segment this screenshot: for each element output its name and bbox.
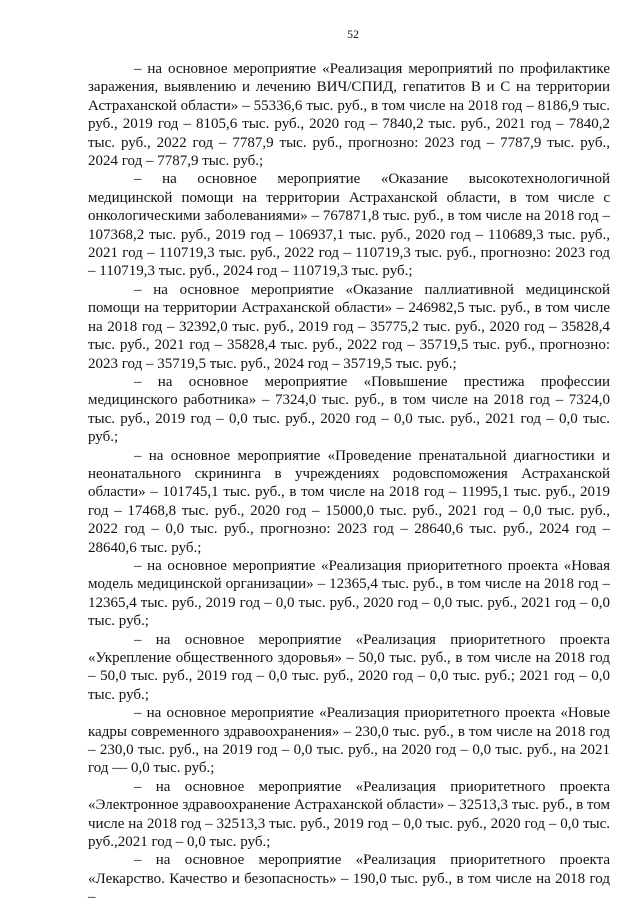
paragraph-palliative-care: – на основное мероприятие «Оказание паллиативной медицинской помощи на территории Астраханской области» – 246982,5 тыс. руб., в том числе на 2018 год – 32392,0 тыс. руб., 2019 год – 35775,2 тыс. руб., 2020 год – 35828,4 тыс. руб., 2021 год – 35828,4 тыс. руб., 2022 год – 35719,5 тыс. руб., прогнозно: 2023 год – 35719,5 тыс. руб., 2024 год – 35719,5 тыс. руб.;: [88, 281, 610, 372]
paragraph-prenatal-diagnostics: – на основное мероприятие «Проведение пренатальной диагностики и неонатального скрининга в учреждениях родовспоможения Астраханской области» – 101745,1 тыс. руб., в том числе на 2018 год – 11995,1 тыс. руб., 2019 год – 17468,8 тыс. руб., 2020 год – 15000,0 тыс. руб., 2021 год – 0,0 тыс. руб., 2022 год – 0,0 тыс. руб., прогнозно: 2023 год – 28640,6 тыс. руб., 2024 год – 28640,6 тыс. руб.;: [88, 447, 610, 556]
document-page: [88, 26, 610, 907]
paragraph-new-staff: – на основное мероприятие «Реализация приоритетного проекта «Новые кадры современного здравоохранения» – 230,0 тыс. руб., в том числе на 2018 год – 230,0 тыс. руб., на 2019 год – 0,0 тыс. руб., на 2020 год – 0,0 тыс. руб., на 2021 год — 0,0 тыс. руб.;: [88, 705, 610, 777]
paragraph-public-health: – на основное мероприятие «Реализация приоритетного проекта «Укрепление общественного здоровья» – 50,0 тыс. руб., в том числе на 2018 год – 50,0 тыс. руб., 2019 год – 0,0 тыс. руб., 2020 год – 0,0 тыс. руб.; 2021 год – 0,0 тыс. руб.;: [88, 631, 610, 703]
paragraph-new-model: – на основное мероприятие «Реализация приоритетного проекта «Новая модель медицинской организации» – 12365,4 тыс. руб., в том числе на 2018 год – 12365,4 тыс. руб., 2019 год – 0,0 тыс. руб., 2020 год – 0,0 тыс. руб., 2021 год – 0,0 тыс. руб.;: [88, 557, 610, 630]
paragraph-medicines-quality: – на основное мероприятие «Реализация приоритетного проекта «Лекарство. Качество и безопасность» – 190,0 тыс. руб., в том числе на 2018 год –: [88, 852, 610, 906]
paragraph-hiv-prevention: – на основное мероприятие «Реализация мероприятий по профилактике заражения, выявлению и лечению ВИЧ/СПИД, гепатитов В и С на территории Астраханской области» – 55336,6 тыс. руб., в том числе на 2018 год – 8186,9 тыс. руб., 2019 год – 8105,6 тыс. руб., 2020 год – 7840,2 тыс. руб., 2021 год – 7840,2 тыс. руб., 2022 год – 7787,9 тыс. руб., прогнозно: 2023 год – 7787,9 тыс. руб., 2024 год – 7787,9 тыс. руб.;: [88, 61, 610, 170]
page-number: 52: [347, 27, 359, 41]
paragraph-high-tech-care: – на основное мероприятие «Оказание высокотехнологичной медицинской помощи на территории Астраханской области, в том числе с онкологическими заболеваниями» – 767871,8 тыс. руб., в том числе на 2018 год – 107368,2 тыс. руб., 2019 год – 106937,1 тыс. руб., 2020 год – 110689,3 тыс. руб., 2021 год – 110719,3 тыс. руб., 2022 год – 110719,3 тыс. руб., прогнозно: 2023 год – 110719,3 тыс. руб., 2024 год – 110719,3 тыс. руб.;: [88, 171, 610, 280]
paragraph-medical-prestige: – на основное мероприятие «Повышение престижа профессии медицинского работника» – 7324,0 тыс. руб., в том числе на 2018 год – 7324,0 тыс. руб., 2019 год – 0,0 тыс. руб., 2020 год – 0,0 тыс. руб., 2021 год – 0,0 тыс. руб.;: [88, 373, 610, 446]
paragraph-e-health: – на основное мероприятие «Реализация приоритетного проекта «Электронное здравоохранение Астраханской области» – 32513,3 тыс. руб., в том числе на 2018 год – 32513,3 тыс. руб., 2019 год – 0,0 тыс. руб., 2020 год – 0,0 тыс. руб.,2021 год – 0,0 тыс. руб.;: [88, 778, 610, 851]
